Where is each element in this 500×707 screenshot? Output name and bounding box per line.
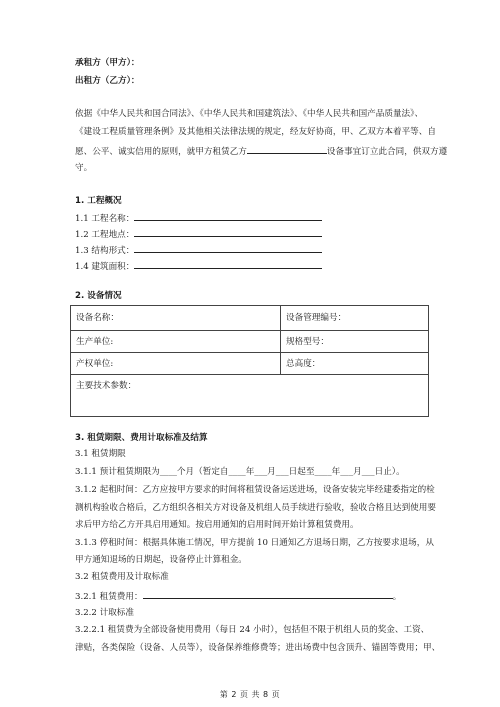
project-name-label: 1.1 工程名称： bbox=[75, 214, 135, 224]
section-2-heading: 2. 设备情况 bbox=[75, 291, 122, 301]
clause-3-2-2: 3.2.2 计取标准 bbox=[75, 608, 134, 618]
equipment-id-cell[interactable]: 设备管理编号： bbox=[286, 313, 347, 323]
intro-line-3a: 愿、公平、诚实信用的原则，就甲方租赁乙方 bbox=[75, 147, 247, 157]
building-area-field bbox=[75, 260, 322, 273]
intro-line-1: 依据《中华人民共和国合同法》、《中华人民共和国建筑法》、《中华人民共和国产品质量法》、 bbox=[75, 109, 424, 119]
clause-3-1-3-line-1: 3.1.3 停租时间：根据具体施工情况，甲方提前 10 日通知乙方退场日期，乙方按要求退场，从 bbox=[75, 538, 434, 548]
equipment-row-2 bbox=[71, 330, 428, 353]
page-footer: 第 2 页 共 8 页 bbox=[219, 690, 281, 699]
clause-3-2-2-1-line-2: 津贴，各类保险（设备、人员等），设备保养维修费等；进出场费中包含顶升、锚固等费用；甲、 bbox=[75, 643, 441, 653]
intro-line-3b: 设备事宜订立此合同，供双方遵 bbox=[326, 147, 448, 157]
project-name-field bbox=[75, 212, 322, 225]
clause-3-2-2-1-line-1: 3.2.2.1 租赁费为全部设备使用费用（每日 24 小时），包括但不限于机组人员的奖金、工资、 bbox=[75, 625, 430, 635]
model-cell[interactable]: 规格型号： bbox=[286, 337, 329, 347]
clause-3-2-1 bbox=[75, 590, 401, 603]
clause-3-1-1: 3.1.1 预计租赁期限为____个月（暂定自____年___月___日起至____年___月___日止）。 bbox=[75, 467, 405, 477]
clause-3-1-2-line-1: 3.1.2 起租时间：乙方应按甲方要求的时间将租赁设备运送进场，设备安装完毕经建委指定的检 bbox=[75, 485, 435, 495]
clause-3-1-3-line-2: 甲方通知退场的日期起，设备停止计算租金。 bbox=[75, 555, 247, 565]
rental-fee-label: 3.2.1 租赁费用： bbox=[75, 592, 143, 602]
section-1-heading: 1. 工程概况 bbox=[75, 196, 122, 206]
rental-fee-end: 。 bbox=[392, 592, 402, 602]
equipment-table bbox=[70, 305, 429, 417]
section-3-heading: 3. 租赁期限、费用计取标准及结算 bbox=[75, 433, 208, 443]
lessee-label: 承租方（甲方）： bbox=[75, 58, 140, 68]
rental-fee-blank[interactable] bbox=[143, 590, 393, 599]
structure-type-blank[interactable] bbox=[134, 244, 322, 253]
project-location-label: 1.2 工程地点： bbox=[75, 230, 135, 240]
structure-type-label: 1.3 结构形式： bbox=[75, 246, 135, 256]
lessor-label: 出租方（乙方）： bbox=[75, 76, 140, 86]
equipment-name-cell[interactable]: 设备名称： bbox=[71, 306, 281, 330]
building-area-blank[interactable] bbox=[134, 260, 322, 269]
total-height-cell[interactable]: 总高度： bbox=[286, 359, 321, 369]
clause-3-1: 3.1 租赁期限 bbox=[75, 449, 126, 459]
equipment-row-4 bbox=[71, 374, 428, 416]
manufacturer-cell[interactable]: 生产单位: bbox=[71, 330, 281, 352]
intro-line-3 bbox=[75, 145, 447, 158]
equipment-blank[interactable] bbox=[247, 145, 327, 154]
owner-cell[interactable]: 产权单位: bbox=[71, 352, 281, 374]
project-name-blank[interactable] bbox=[134, 212, 322, 221]
tech-params-cell[interactable]: 主要技术参数： bbox=[76, 381, 137, 391]
clause-3-2: 3.2 租赁费用及计取标准 bbox=[75, 572, 169, 582]
project-location-field bbox=[75, 228, 322, 241]
clause-3-1-2-line-3: 求后甲方给乙方开具启用通知。按启用通知的启用时间开始计算租赁费用。 bbox=[75, 520, 359, 530]
project-location-blank[interactable] bbox=[134, 228, 322, 237]
intro-line-4: 守。 bbox=[75, 163, 93, 173]
clause-3-1-2-line-2: 测机构验收合格后，乙方组织各相关方对设备及机组人员手续进行验收，验收合格且达到使用要 bbox=[75, 503, 436, 513]
equipment-row-1 bbox=[71, 306, 428, 331]
building-area-label: 1.4 建筑面积： bbox=[75, 262, 135, 272]
equipment-row-3 bbox=[71, 352, 428, 375]
intro-line-2: 《建设工程质量管理条例》及其他相关法律法规的规定，经友好协商，甲、乙双方本着平等、自 bbox=[75, 127, 436, 137]
structure-type-field bbox=[75, 244, 322, 257]
